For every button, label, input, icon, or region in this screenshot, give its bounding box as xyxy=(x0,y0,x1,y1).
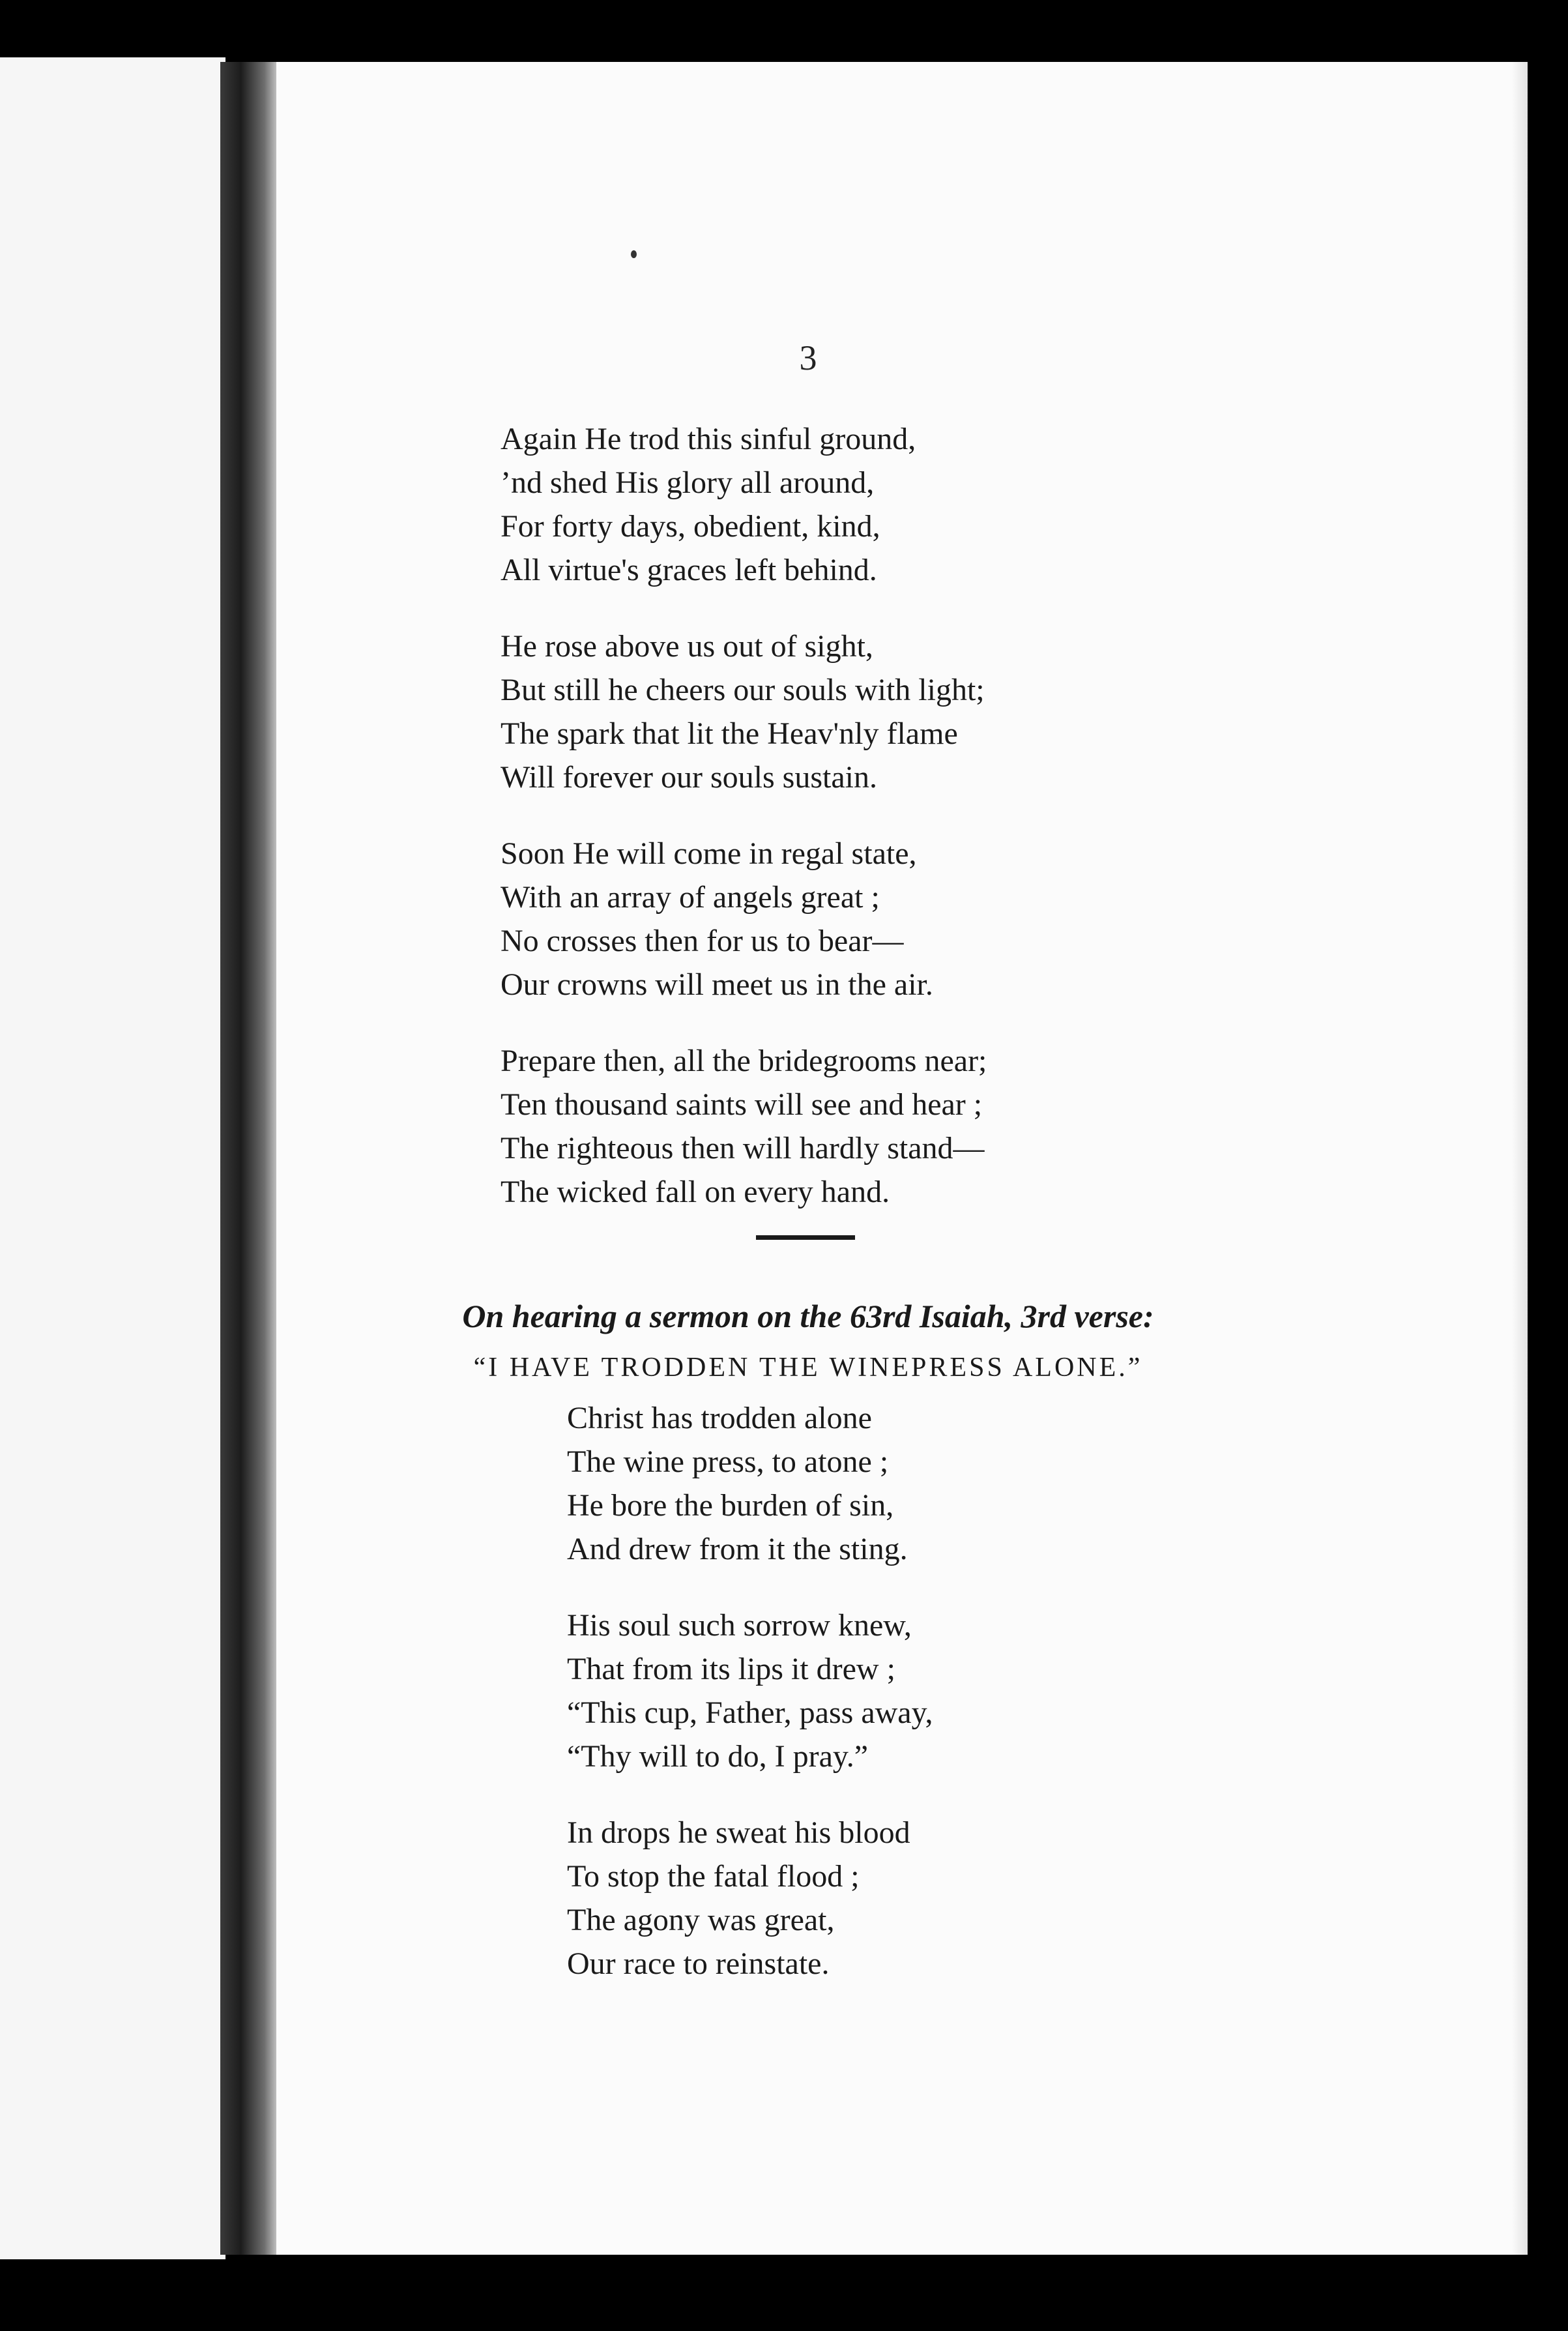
section-divider-rule xyxy=(756,1235,855,1240)
facing-page-edge xyxy=(0,57,225,2259)
section-subtitle: “I HAVE TRODDEN THE WINEPRESS ALONE.” xyxy=(473,1353,1143,1383)
poem-line: Soon He will come in regal state, xyxy=(501,836,917,871)
poem-line: “Thy will to do, I pray.” xyxy=(567,1739,869,1774)
poem-line: ’nd shed His glory all around, xyxy=(501,465,875,500)
poem-line: With an array of angels great ; xyxy=(501,880,880,915)
poem-line: The spark that lit the Heav'nly flame xyxy=(501,716,958,751)
poem-line: No crosses then for us to bear— xyxy=(501,924,904,958)
poem-line: To stop the fatal flood ; xyxy=(567,1859,860,1894)
poem-two-stanza-3 xyxy=(567,1811,1154,1986)
book-gutter-shadow xyxy=(220,62,279,2255)
poem-line: “This cup, Father, pass away, xyxy=(567,1695,933,1730)
poem-one-stanza-1 xyxy=(501,417,1152,592)
poem-one xyxy=(501,417,1152,1246)
poem-line: But still he cheers our souls with light; xyxy=(501,673,985,707)
poem-line: For forty days, obedient, kind, xyxy=(501,509,880,544)
poem-line: And drew from it the sting. xyxy=(567,1532,908,1566)
poem-line: Our race to reinstate. xyxy=(567,1946,830,1981)
poem-line: He bore the burden of sin, xyxy=(567,1488,894,1523)
poem-line: Prepare then, all the bridegrooms near; xyxy=(501,1044,987,1078)
ink-speck xyxy=(631,250,637,258)
poem-two-stanza-2 xyxy=(567,1604,1154,1778)
poem-two-stanza-1 xyxy=(567,1396,1154,1571)
poem-one-stanza-2 xyxy=(501,624,1152,799)
poem-line: Again He trod this sinful ground, xyxy=(501,422,916,456)
poem-line: Our crowns will meet us in the air. xyxy=(501,967,933,1002)
section-heading: On hearing a sermon on the 63rd Isaiah, 3rd verse: xyxy=(462,1298,1154,1334)
poem-line: All virtue's graces left behind. xyxy=(501,553,877,587)
poem-line: Christ has trodden alone xyxy=(567,1401,872,1435)
poem-line: The agony was great, xyxy=(567,1903,835,1937)
poem-line: His soul such sorrow knew, xyxy=(567,1608,912,1643)
poem-line: That from its lips it drew ; xyxy=(567,1652,895,1686)
poem-two xyxy=(567,1396,1154,2018)
poem-line: The wine press, to atone ; xyxy=(567,1444,889,1479)
poem-one-stanza-3 xyxy=(501,832,1152,1006)
poem-line: The wicked fall on every hand. xyxy=(501,1175,890,1209)
poem-line: Will forever our souls sustain. xyxy=(501,760,877,795)
page-right-edge xyxy=(1512,62,1528,2255)
poem-line: He rose above us out of sight, xyxy=(501,629,873,664)
page-number: 3 xyxy=(799,338,817,377)
poem-line: In drops he sweat his blood xyxy=(567,1815,910,1850)
poem-line: The righteous then will hardly stand— xyxy=(501,1131,985,1166)
poem-one-stanza-4 xyxy=(501,1039,1152,1214)
poem-line: Ten thousand saints will see and hear ; xyxy=(501,1087,983,1122)
